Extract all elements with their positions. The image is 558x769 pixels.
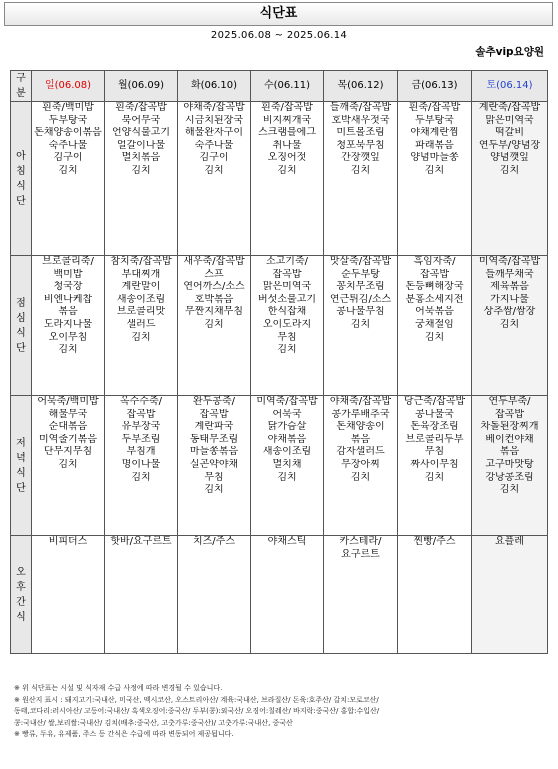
menu-item: 김치 — [277, 344, 297, 356]
menu-item: 단무지무침 — [43, 446, 93, 458]
menu-item: 김치 — [499, 484, 520, 496]
note-line: ※ 빵류, 두유, 유제품, 주스 등 간식은 수급에 따라 변동되어 제공됩니다. — [14, 730, 234, 738]
menu-cell — [105, 536, 178, 654]
menu-item: 흰죽/잡곡밥 — [408, 102, 461, 113]
day-header-0: 일(06.08) — [32, 71, 105, 102]
menu-item: 떡갈비 — [495, 127, 524, 139]
menu-cell — [324, 536, 398, 654]
header-row — [11, 71, 548, 102]
menu-cell — [324, 256, 398, 396]
menu-item: 새우죽/잡곡밥 — [183, 256, 245, 267]
menu-item: 옥수수죽/ — [119, 396, 162, 407]
menu-item: 유부장국 — [121, 421, 161, 433]
menu-cell — [32, 256, 105, 396]
menu-item: 어묵국 — [272, 408, 302, 420]
menu-item: 멸치볶음 — [121, 152, 161, 164]
menu-item: 흰죽/잡곡밥 — [261, 102, 313, 113]
menu-item: 오이무침 — [48, 331, 88, 343]
day-header-3: 수(06.11) — [251, 71, 324, 102]
meal-label-text: 아침식단 — [16, 150, 26, 207]
menu-item: 김치 — [204, 318, 224, 330]
day-header-6: 토(06.14) — [472, 71, 548, 102]
menu-item: 동태무조림 — [189, 433, 239, 445]
menu-item: 명이나물 — [121, 458, 161, 470]
menu-item: 흑임자죽/ — [413, 256, 456, 267]
menu-table — [10, 70, 548, 654]
menu-item: 야채계란찜 — [410, 127, 459, 139]
menu-item: 호박볶음 — [194, 293, 234, 305]
menu-item: 김치 — [131, 164, 151, 176]
menu-item: 시금치된장국 — [185, 114, 243, 126]
menu-item: 흰죽/잡곡밥 — [115, 102, 167, 113]
menu-item: 어묵죽/백미밥 — [37, 396, 99, 407]
menu-item: 볶음 — [350, 433, 371, 445]
menu-item: 연두부/양념장 — [478, 139, 541, 151]
menu-cell — [398, 396, 472, 536]
menu-item: 김치 — [58, 164, 78, 176]
menu-item: 청국장 — [53, 281, 83, 293]
menu-item: 잡곡밥 — [199, 408, 229, 420]
menu-item: 요구르트 — [341, 548, 380, 560]
menu-item: 브로콜리맛 — [116, 306, 166, 318]
menu-cell — [251, 536, 324, 654]
menu-cell — [324, 396, 398, 536]
menu-item: 들깨무채국 — [485, 268, 534, 280]
menu-item: 숙주나물 — [48, 139, 88, 151]
menu-item: 비지찌개국 — [262, 114, 312, 126]
menu-item: 새송이조림 — [116, 293, 166, 305]
meal-row — [11, 102, 548, 256]
corner-text: 구분 — [16, 73, 26, 99]
meal-label — [11, 536, 32, 654]
menu-cell — [472, 256, 548, 396]
menu-item: 야채죽/잡곡밥 — [329, 396, 392, 407]
note-line: 콩:국내산/ 쌀,보리쌀:국내산/ 김치(배추:중국산, 고춧가루:중국산)/ 고춧가루:국내산, 중국산 — [14, 718, 293, 727]
meal-label-text: 오후간식 — [16, 566, 26, 623]
menu-item: 당근죽/잡곡밥 — [403, 396, 466, 407]
menu-cell — [32, 396, 105, 536]
menu-item: 새송이조림 — [262, 446, 312, 458]
menu-item: 야채볶음 — [267, 433, 307, 445]
page-title: 식단표 — [4, 2, 553, 26]
menu-item: 치즈/주스 — [192, 536, 235, 547]
menu-item: 차돌된장찌개 — [480, 421, 539, 433]
menu-item: 호박새우젓국 — [331, 114, 390, 126]
menu-item: 김치 — [131, 471, 151, 483]
menu-item: 야채죽/잡곡밥 — [183, 102, 245, 113]
menu-item: 잡곡밥 — [272, 268, 302, 280]
day-header-1: 월(06.09) — [105, 71, 178, 102]
menu-item: 맑은미역국 — [262, 281, 312, 293]
menu-item: 요플레 — [495, 536, 524, 547]
menu-cell — [105, 256, 178, 396]
menu-item: 제육볶음 — [490, 281, 529, 293]
menu-cell — [251, 102, 324, 256]
menu-item: 감자샐러드 — [336, 446, 385, 458]
menu-item: 멸치채 — [272, 458, 302, 470]
menu-item: 스크램블에그 — [258, 127, 316, 139]
menu-item: 김치 — [499, 164, 520, 176]
menu-item: 김치 — [350, 471, 371, 483]
menu-item: 어묵볶음 — [415, 306, 454, 318]
menu-item: 부대찌개 — [121, 268, 161, 280]
menu-item: 돈등뼈해장국 — [405, 281, 464, 293]
menu-item: 미역죽/잡곡밥 — [478, 256, 541, 267]
menu-item: 해물무국 — [48, 408, 88, 420]
menu-item: 청포묵무침 — [336, 139, 385, 151]
menu-item: 취나물 — [272, 139, 302, 151]
day-header-4: 목(06.12) — [324, 71, 398, 102]
meal-label-text: 저녁식단 — [16, 437, 26, 494]
menu-item: 브로콜리죽/ — [42, 256, 94, 267]
menu-item: 도라지나물 — [43, 318, 93, 330]
menu-item: 참치죽/잡곡밥 — [110, 256, 172, 267]
menu-item: 맛살죽/잡곡밥 — [329, 256, 392, 267]
menu-cell — [251, 256, 324, 396]
menu-item: 강낭콩조림 — [485, 471, 534, 483]
menu-item: 가지나물 — [490, 293, 529, 305]
menu-item: 간장깻잎 — [341, 152, 380, 164]
menu-cell — [251, 396, 324, 536]
meal-row — [11, 396, 548, 536]
menu-item: 양념깻잎 — [490, 152, 529, 164]
menu-item: 마늘쫑볶음 — [189, 446, 239, 458]
day-header-5: 금(06.13) — [398, 71, 472, 102]
menu-item: 핫바/요구르트 — [110, 536, 172, 547]
menu-item: 두부탕국 — [48, 114, 88, 126]
menu-item: 고구마맛탕 — [485, 458, 534, 470]
menu-item: 김치 — [131, 331, 151, 343]
menu-item: 연근튀김/소스 — [329, 293, 392, 305]
menu-item: 김치 — [350, 318, 371, 330]
menu-cell — [398, 536, 472, 654]
menu-item: 돈육장조림 — [410, 421, 459, 433]
menu-item: 짜사이무침 — [410, 458, 459, 470]
menu-item: 돈채양송이 — [336, 421, 385, 433]
menu-cell — [178, 536, 251, 654]
facility-name: 솔추vip요양원 — [475, 46, 544, 58]
menu-item: 카스테라/ — [339, 536, 382, 547]
menu-item: 무침 — [424, 446, 445, 458]
menu-item: 소고기죽/ — [265, 256, 308, 267]
menu-item: 미역죽/잡곡밥 — [256, 396, 318, 407]
menu-item: 김치 — [204, 164, 224, 176]
menu-item: 김치 — [424, 331, 445, 343]
menu-item: 한식잡채 — [267, 306, 307, 318]
menu-item: 연어까스/소스 — [183, 281, 245, 293]
menu-item: 양념마늘쫑 — [410, 152, 459, 164]
menu-item: 흰죽/백미밥 — [42, 102, 94, 113]
menu-item: 잡곡밥 — [126, 408, 156, 420]
menu-item: 백미밥 — [53, 268, 83, 280]
meal-row — [11, 256, 548, 396]
note-line: ※ 원산지 표시 : 돼지고기:국내산, 미국산, 멕시코산, 오스트리아산/ 계육:국내산, 브라질산/ 돈육:호주산/ 갈치:모로코산/ — [14, 695, 379, 704]
menu-cell — [398, 256, 472, 396]
menu-cell — [178, 396, 251, 536]
menu-cell — [472, 396, 548, 536]
menu-item: 김치 — [424, 471, 445, 483]
menu-cell — [105, 396, 178, 536]
menu-item: 분홍소세지전 — [405, 293, 464, 305]
corner-label — [11, 71, 32, 102]
menu-item: 버섯소불고기 — [258, 293, 316, 305]
menu-item: 부침개 — [126, 446, 156, 458]
menu-item: 브로콜리두부 — [405, 433, 464, 445]
menu-item: 닭가슴살 — [267, 421, 307, 433]
menu-cell — [32, 536, 105, 654]
menu-item: 김구이 — [199, 152, 229, 164]
menu-item: 돈채양송이볶음 — [34, 127, 102, 139]
menu-item: 김치 — [58, 458, 78, 470]
menu-item: 김치 — [277, 164, 297, 176]
menu-item: 미역줄기볶음 — [39, 433, 97, 445]
menu-cell — [178, 102, 251, 256]
meal-label — [11, 396, 32, 536]
menu-item: 숙주나물 — [194, 139, 234, 151]
menu-cell — [472, 536, 548, 654]
menu-item: 파래볶음 — [415, 139, 454, 151]
menu-item: 계란파국 — [194, 421, 234, 433]
menu-item: 연두부죽/ — [488, 396, 531, 407]
menu-item: 실곤약야채 — [189, 458, 239, 470]
menu-item: 잡곡밥 — [420, 268, 449, 280]
menu-item: 베이컨야채 — [485, 433, 534, 445]
menu-item: 김치 — [424, 164, 445, 176]
menu-item: 김치 — [58, 344, 78, 356]
menu-item: 볶음 — [499, 446, 520, 458]
meal-row — [11, 536, 548, 654]
menu-item: 야채스틱 — [267, 536, 307, 547]
meal-label — [11, 102, 32, 256]
menu-item: 언양식불고기 — [112, 127, 170, 139]
menu-item: 궁채절임 — [415, 318, 454, 330]
menu-item: 비피더스 — [48, 536, 88, 547]
menu-item: 김구이 — [53, 152, 83, 164]
menu-item: 잡곡밥 — [495, 408, 524, 420]
meal-label — [11, 256, 32, 396]
menu-cell — [472, 102, 548, 256]
menu-item: 북어무국 — [121, 114, 161, 126]
meal-label-text: 점심식단 — [16, 297, 26, 354]
date-range: 2025.06.08 ~ 2025.06.14 — [210, 30, 348, 41]
menu-item: 무짠지채무침 — [185, 306, 243, 318]
menu-item: 콩나물국 — [415, 408, 454, 420]
menu-item: 얼갈이나물 — [116, 139, 166, 151]
menu-item: 들깨죽/잡곡밥 — [329, 102, 392, 113]
menu-item: 오이도라지 — [262, 318, 312, 330]
menu-item: 상추쌈/쌈장 — [483, 306, 536, 318]
menu-cell — [324, 102, 398, 256]
menu-item: 무침 — [204, 471, 224, 483]
day-header-2: 화(06.10) — [178, 71, 251, 102]
menu-item: 김치 — [277, 471, 297, 483]
menu-item: 비엔나케찹 — [43, 293, 93, 305]
menu-item: 샐러드 — [126, 318, 156, 330]
menu-item: 무장아찌 — [341, 458, 380, 470]
notes — [14, 683, 554, 741]
menu-cell — [398, 102, 472, 256]
menu-item: 무침 — [277, 331, 297, 343]
menu-cell — [32, 102, 105, 256]
menu-item: 김치 — [204, 484, 224, 496]
menu-item: 해물완자구이 — [185, 127, 243, 139]
menu-item: 완두콩죽/ — [192, 396, 235, 407]
menu-item: 계란죽/잡곡밥 — [478, 102, 541, 113]
note-line: ※ 위 식단표는 시설 및 식자재 수급 사정에 따라 변경될 수 있습니다. — [14, 684, 223, 692]
menu-item: 순두부탕 — [341, 268, 380, 280]
menu-item: 김치 — [499, 318, 520, 330]
menu-item: 두부조림 — [121, 433, 161, 445]
note-line: 동태,코다리:러시아산/ 고등어:국내산/ 흑색오징어:중국산/ 두부(콩):외국산/ 오징어:칠레산/ 바지락:중국산/ 홍합:수입산/ — [14, 707, 380, 715]
menu-item: 볶음 — [58, 306, 78, 318]
menu-item: 꽁치무조림 — [336, 281, 385, 293]
menu-item: 콩나물무침 — [336, 306, 385, 318]
menu-item: 계란말이 — [121, 281, 161, 293]
menu-cell — [105, 102, 178, 256]
menu-item: 맑은미역국 — [485, 114, 534, 126]
menu-item: 스프 — [204, 268, 224, 280]
menu-item: 미트볼조림 — [336, 127, 385, 139]
menu-item: 찐빵/주스 — [413, 536, 456, 547]
menu-item: 오징어젓 — [267, 152, 307, 164]
menu-item: 콩가루배추국 — [331, 408, 390, 420]
menu-item: 김치 — [350, 164, 371, 176]
menu-item: 순대볶음 — [48, 421, 88, 433]
menu-item: 두부탕국 — [415, 114, 454, 126]
menu-cell — [178, 256, 251, 396]
